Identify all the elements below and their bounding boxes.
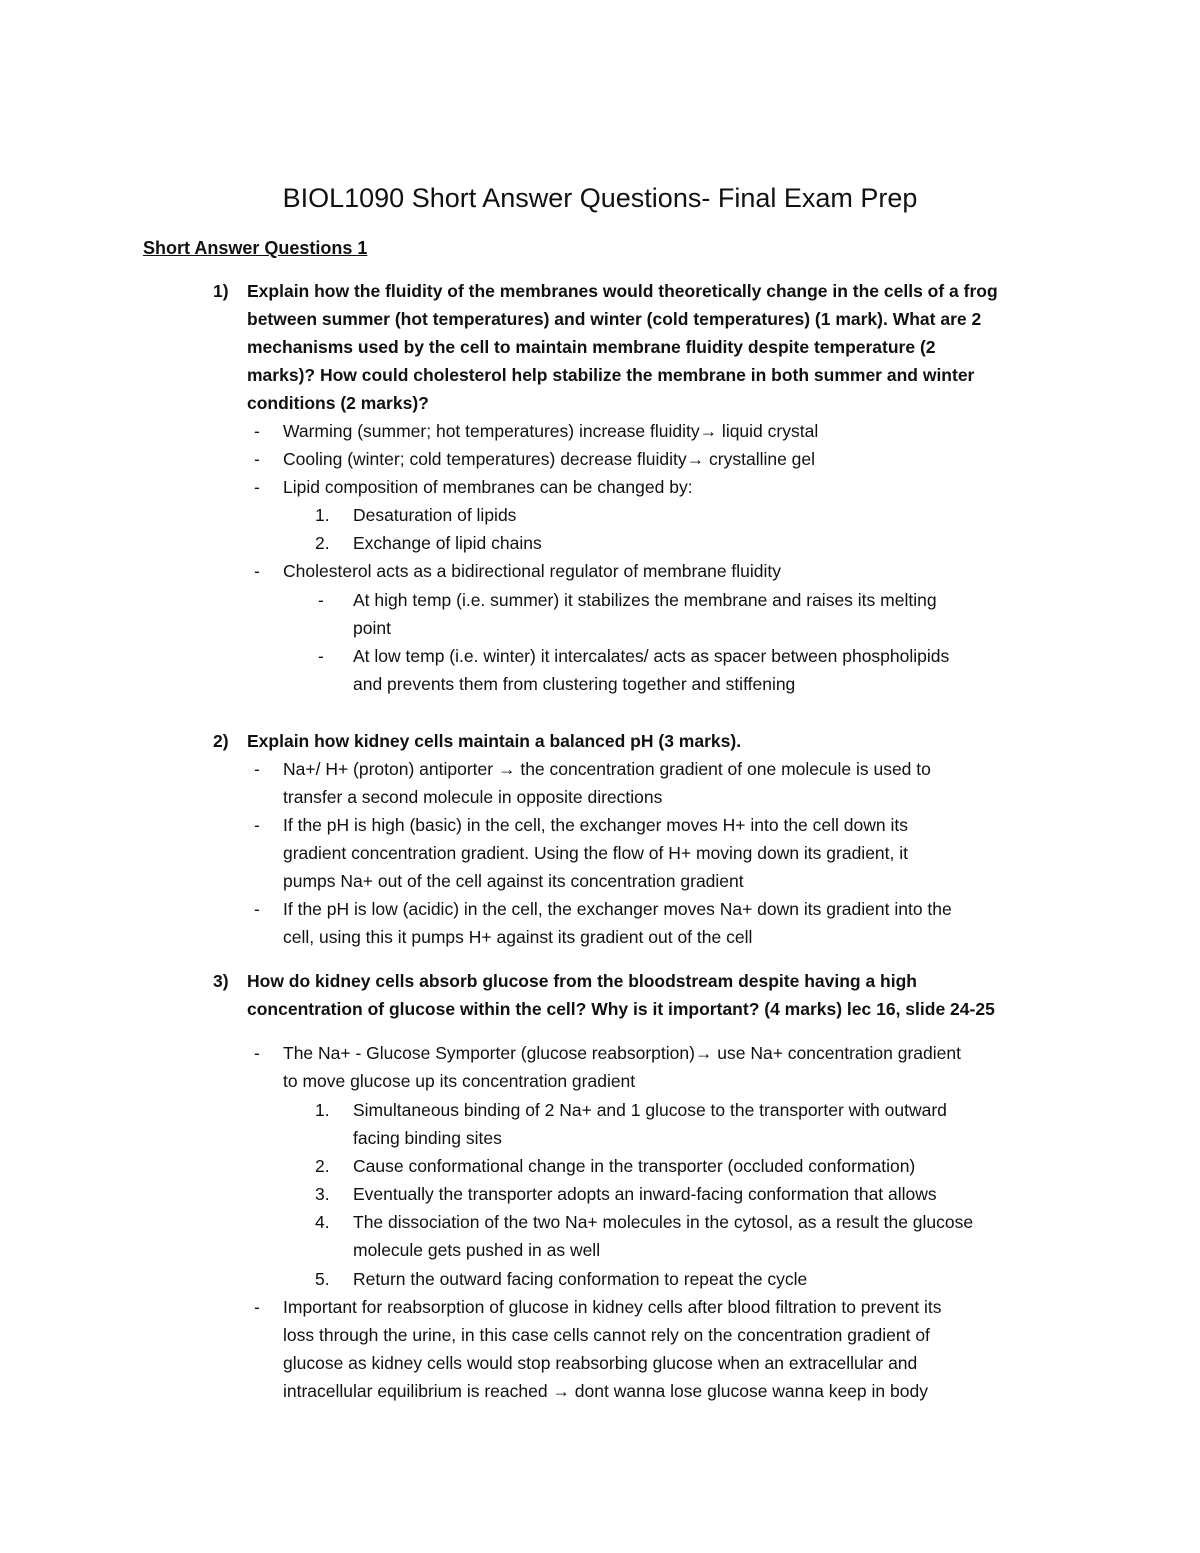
answer-line: point xyxy=(353,618,391,638)
answer-line: gradient concentration gradient. Using the flow of H+ moving down its gradient, it xyxy=(283,843,909,863)
list-item: facing binding sites xyxy=(353,1128,502,1148)
list-item: Desaturation of lipids xyxy=(353,505,517,525)
list-item: Simultaneous binding of 2 Na+ and 1 glucose to the transporter with outward xyxy=(353,1100,947,1120)
answer-line: transfer a second molecule in opposite directions xyxy=(283,787,663,807)
question-number: 2) xyxy=(213,731,229,751)
list-item: Exchange of lipid chains xyxy=(353,533,542,553)
question-text-line: Explain how the fluidity of the membranes would theoretically change in the cells of a frog xyxy=(247,281,998,301)
bullet-dash: - xyxy=(254,759,260,779)
list-number: 5. xyxy=(315,1269,330,1289)
list-item: Return the outward facing conformation to repeat the cycle xyxy=(353,1269,808,1289)
question-text-line: conditions (2 marks)? xyxy=(247,393,429,413)
bullet-dash: - xyxy=(254,899,260,919)
bullet-dash: - xyxy=(254,1297,260,1317)
list-number: 2. xyxy=(315,1156,330,1176)
list-item: Eventually the transporter adopts an inward-facing conformation that allows xyxy=(353,1184,937,1204)
bullet-dash: - xyxy=(254,561,260,581)
question-number: 1) xyxy=(213,281,229,301)
answer-line: and prevents them from clustering together and stiffening xyxy=(353,674,796,694)
answer-line: Lipid composition of membranes can be changed by: xyxy=(283,477,693,497)
answer-line: to move glucose up its concentration gradient xyxy=(283,1071,636,1091)
bullet-dash: - xyxy=(254,477,260,497)
question-text-line: concentration of glucose within the cell? Why is it important? (4 marks) lec 16, slide 24-25 xyxy=(247,999,995,1019)
document-title: BIOL1090 Short Answer Questions- Final Exam Prep xyxy=(282,183,918,213)
answer-line: At low temp (i.e. winter) it intercalates/ acts as spacer between phospholipids xyxy=(353,646,950,666)
answer-line: If the pH is high (basic) in the cell, the exchanger moves H+ into the cell down its xyxy=(283,815,908,835)
question-number: 3) xyxy=(213,971,229,991)
list-item: The dissociation of the two Na+ molecules in the cytosol, as a result the glucose xyxy=(353,1212,974,1232)
question-text-line: How do kidney cells absorb glucose from the bloodstream despite having a high xyxy=(247,971,917,991)
section-heading: Short Answer Questions 1 xyxy=(143,238,368,258)
answer-line: If the pH is low (acidic) in the cell, the exchanger moves Na+ down its gradient into the xyxy=(283,899,952,919)
answer-line: Na+/ H+ (proton) antiporter → the concentration gradient of one molecule is used to xyxy=(283,759,931,779)
list-item: Cause conformational change in the transporter (occluded conformation) xyxy=(353,1156,916,1176)
bullet-dash: - xyxy=(254,449,260,469)
answer-line: Cholesterol acts as a bidirectional regulator of membrane fluidity xyxy=(283,561,782,581)
question-text-line: between summer (hot temperatures) and winter (cold temperatures) (1 mark). What are 2 xyxy=(247,309,982,329)
list-number: 1. xyxy=(315,1100,330,1120)
answer-line: glucose as kidney cells would stop reabsorbing glucose when an extracellular and xyxy=(283,1353,918,1373)
answer-line: Important for reabsorption of glucose in kidney cells after blood filtration to prevent its xyxy=(283,1297,942,1317)
bullet-dash: - xyxy=(254,421,260,441)
list-number: 2. xyxy=(315,533,330,553)
question-text-line: marks)? How could cholesterol help stabilize the membrane in both summer and winter xyxy=(247,365,975,385)
list-number: 1. xyxy=(315,505,330,525)
bullet-dash: - xyxy=(254,1043,260,1063)
list-number: 3. xyxy=(315,1184,330,1204)
answer-line: At high temp (i.e. summer) it stabilizes the membrane and raises its melting xyxy=(353,590,937,610)
answer-line: pumps Na+ out of the cell against its concentration gradient xyxy=(283,871,744,891)
bullet-dash: - xyxy=(318,590,324,610)
answer-line: The Na+ - Glucose Symporter (glucose reabsorption)→ use Na+ concentration gradient xyxy=(283,1043,961,1063)
question-text-line: mechanisms used by the cell to maintain membrane fluidity despite temperature (2 xyxy=(247,337,936,357)
answer-line: cell, using this it pumps H+ against its gradient out of the cell xyxy=(283,927,753,947)
answer-line: loss through the urine, in this case cells cannot rely on the concentration gradient of xyxy=(283,1325,930,1345)
answer-line: Warming (summer; hot temperatures) increase fluidity→ liquid crystal xyxy=(283,421,819,441)
bullet-dash: - xyxy=(318,646,324,666)
question-text-line: Explain how kidney cells maintain a balanced pH (3 marks). xyxy=(247,731,742,751)
answer-line: Cooling (winter; cold temperatures) decrease fluidity→ crystalline gel xyxy=(283,449,816,469)
answer-line: intracellular equilibrium is reached → dont wanna lose glucose wanna keep in body xyxy=(283,1381,928,1401)
list-item: molecule gets pushed in as well xyxy=(353,1240,601,1260)
bullet-dash: - xyxy=(254,815,260,835)
list-number: 4. xyxy=(315,1212,330,1232)
